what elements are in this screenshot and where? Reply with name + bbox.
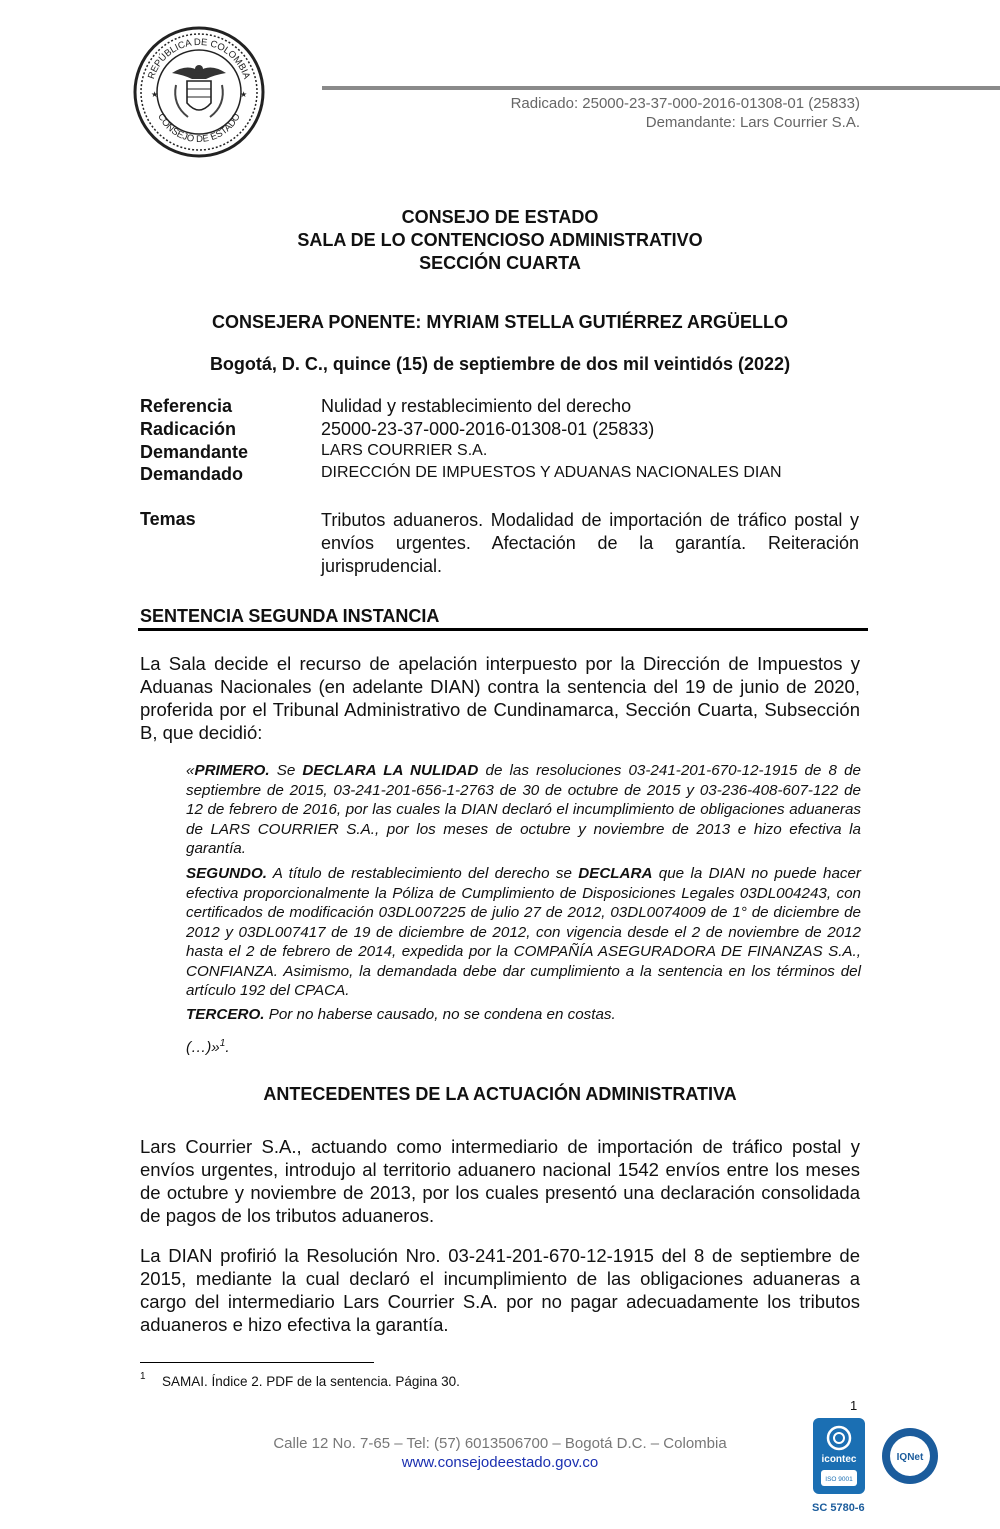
svg-text:★: ★ [151,90,159,99]
ponente-label: CONSEJERA PONENTE [211,312,416,332]
header-rule [322,86,1000,90]
primero-text-1: Se [269,762,303,779]
footer-address: Calle 12 No. 7-65 – Tel: (57) 6013506700 – Bogotá D.C. – Colombia [273,1435,727,1452]
consejo-de-estado-seal [132,25,266,159]
footnote-number: 1 [140,1371,146,1382]
declara-nulidad: DECLARA LA NULIDAD [302,762,479,779]
segundo-text-1: A título de restablecimiento del derecho se [267,865,579,882]
segundo-label: SEGUNDO. [186,865,268,882]
court-line-1: CONSEJO DE ESTADO [401,207,599,227]
svg-text:ISO 9001: ISO 9001 [825,1476,853,1483]
quote-tercero [186,1005,861,1025]
primero-text-2: de las resoluciones 03-241-201-670-12-1915 de 8 de septiembre de 2015, 03-241-201-656-1-2763 de 30 de octubre de 2015 y 03-236-408-607-122 de 12 de febrero de 2016, por las cuales la DIAN declaró el incumplimiento de obligaciones aduaneras de LARS COURRIER S.A., por los meses de octubre y noviembre de 2013 e hizo efectiva la garantía. [186,762,861,857]
demandante-value: LARS COURRIER S.A. [321,442,488,459]
sentencia-rule [138,628,868,631]
icontec-logo [813,1418,865,1494]
consejera-ponente [0,312,1000,333]
quote-close: (…)» [186,1039,220,1057]
referencia-value: Nulidad y restablecimiento del derecho [321,396,632,416]
page-number: 1 [850,1398,858,1413]
footnote-text: SAMAI. Índice 2. PDF de la sentencia. Página 30. [162,1374,460,1389]
header-radicado: Radicado: 25000-23-37-000-2016-01308-01 (25833) [510,95,860,112]
footnote-ref[interactable]: 1 [219,1038,226,1049]
quote-open-mark: « [186,762,195,779]
paragraph-antecedentes-2: La DIAN profirió la Resolución Nro. 03-241-201-670-12-1915 del 8 de septiembre de 2015, mediante la cual declaró el incumplimiento de las obligaciones aduaneras a cargo del intermediario Lars Courrier S.A. por no pagar adecuadamente los tributos aduaneros e hizo efectiva la garantía. [140,1245,860,1335]
quote-end: . [225,1039,230,1057]
temas-label: Temas [140,509,196,529]
svg-text:IQNet: IQNet [896,1452,924,1463]
intro-paragraph: La Sala decide el recurso de apelación interpuesto por la Dirección de Impuestos y Aduanas Nacionales (en adelante DIAN) contra la sentencia del 19 de junio de 2020, proferida por el Tribunal Administrativo de Cundinamarca, Sección Cuarta, Subsección B, que decidió: [140,653,860,743]
ponente-name: : MYRIAM STELLA GUTIÉRREZ ARGÜELLO [415,312,789,332]
temas-value: Tributos aduaneros. Modalidad de importación de tráfico postal y envíos urgentes. Afectación de la garantía. Reiteración jurisprudencial. [321,510,859,576]
tercero-text: Por no haberse causado, no se condena en costas. [264,1006,616,1023]
svg-text:★: ★ [240,90,248,99]
quote-segundo [186,864,861,1001]
sentencia-title: SENTENCIA SEGUNDA INSTANCIA [140,606,440,626]
declara-label: DECLARA [578,865,653,882]
header-demandante: Demandante: Lars Courrier S.A. [645,114,860,131]
svg-text:icontec: icontec [821,1454,857,1465]
antecedentes-title: ANTECEDENTES DE LA ACTUACIÓN ADMINISTRATIVA [263,1084,737,1104]
court-heading [0,206,1000,275]
primero-label: PRIMERO. [194,762,270,779]
referencia-label: Referencia [140,396,233,416]
tercero-label: TERCERO. [186,1006,265,1023]
demandado-value: DIRECCIÓN DE IMPUESTOS Y ADUANAS NACIONALES DIAN [321,464,782,481]
quote-ellipsis [186,1034,861,1058]
footer-website-link[interactable]: www.consejodeestado.gov.co [401,1454,599,1471]
radicacion-value: 25000-23-37-000-2016-01308-01 (25833) [321,419,655,439]
footnote-rule [140,1362,374,1363]
paragraph-antecedentes-1: Lars Courrier S.A., actuando como intermediario de importación de tráfico postal y envíos urgentes, introdujo al territorio aduanero nacional 1542 envíos entre los meses de octubre y noviembre de 2013, por los cuales presentó una declaración consolidada de pagos de los tributos aduaneros. [140,1136,860,1226]
radicacion-label: Radicación [140,419,237,439]
quote-primero [186,761,861,859]
svg-text:CONSEJO DE ESTADO: CONSEJO DE ESTADO [155,111,243,146]
iqnet-logo [880,1426,940,1486]
demandado-label: Demandado [140,464,244,484]
header-meta [511,94,860,132]
court-line-3: SECCIÓN CUARTA [419,253,581,273]
sc-certificate-code: SC 5780-6 [812,1502,865,1514]
svg-text:REPÚBLICA DE COLOMBIA: REPÚBLICA DE COLOMBIA [146,36,252,81]
demandante-label: Demandante [140,442,249,462]
segundo-text-2: que la DIAN no puede hacer efectiva proporcionalmente la Póliza de Cumplimiento de Disposiciones Legales 03DL004243, con certificados de modificación 03DL007225 de julio 27 de 2012, 03DL0074009 de 1° de diciembre de 2012 y 03DL007417 de 19 de diciembre de 2012, con vigencia desde el 2 de noviembre de 2012 hasta el 2 de febrero de 2014, expedida por la COMPAÑÍA ASEGURADORA DE FINANZAS S.A., CONFIANZA. Asimismo, la demandada debe dar cumplimiento a la sentencia en los términos del artículo 192 del CPACA. [186,865,861,999]
document-date: Bogotá, D. C., quince (15) de septiembre de dos mil veintidós (2022) [209,354,791,374]
court-line-2: SALA DE LO CONTENCIOSO ADMINISTRATIVO [297,230,703,250]
